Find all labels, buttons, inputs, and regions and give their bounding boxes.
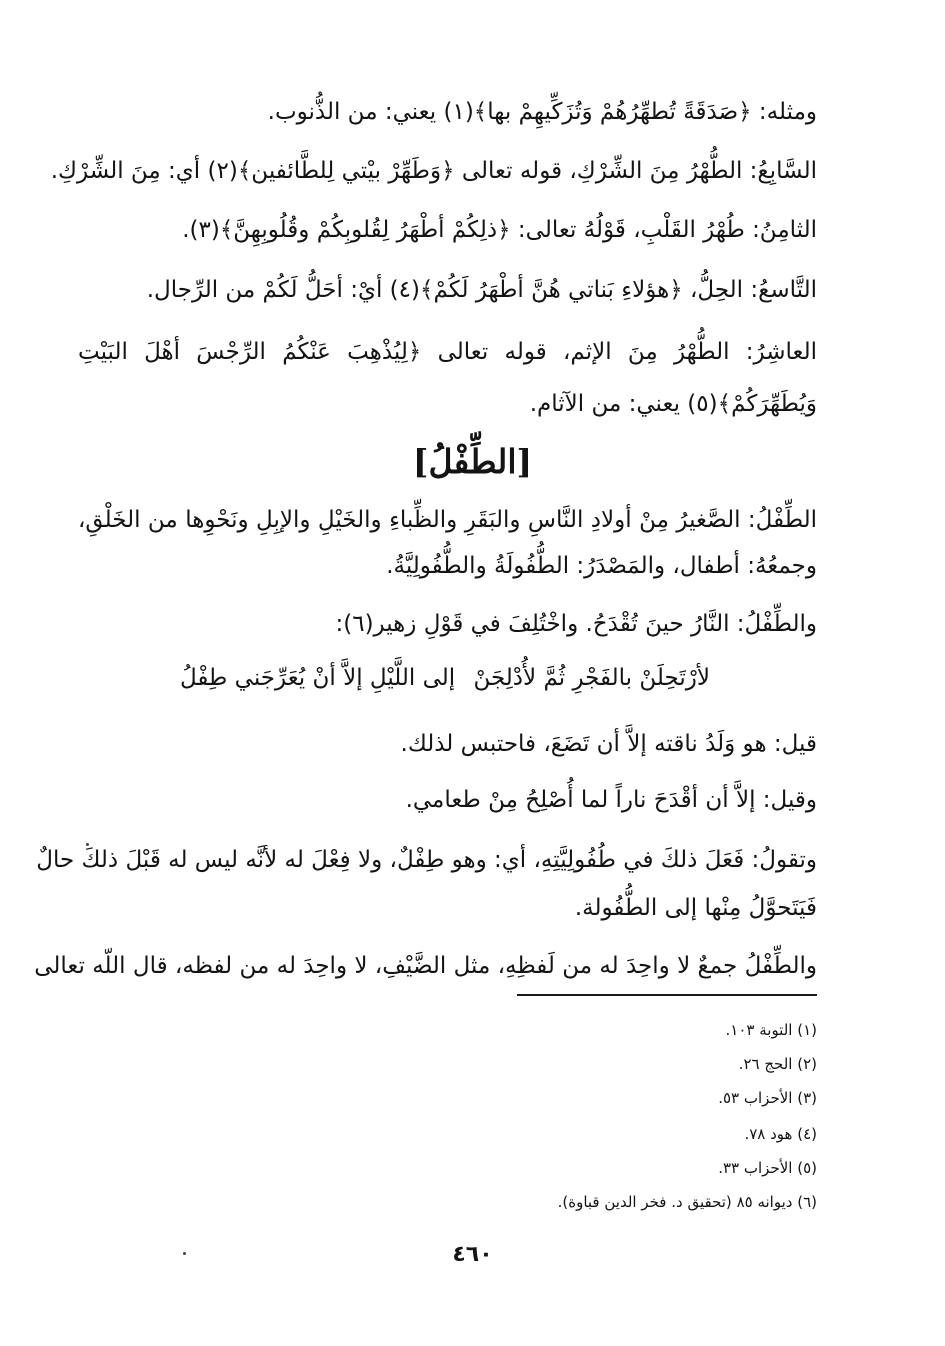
footnote: (٥) الأحزاب ٣٣. [718, 1159, 817, 1177]
body-line: وجمعُهُ: أطفال، والمَصْدَرُ: الطُّفُولَةُ والطُّفُولِيَّةُ. [386, 553, 817, 579]
body-line: وتقولُ: فَعَلَ ذلكَ في طُفُولِيَّتِهِ، أي: وهو طِفْلٌ، ولا فِعْلَ له لأنَّه ليس له قَبْلَ ذلكَ حالٌ [36, 847, 817, 873]
scan-speck [86, 843, 89, 846]
footnote: (٢) الحج ٢٦. [738, 1055, 817, 1073]
body-line: السَّابِعُ: الطُّهْرُ مِنَ الشِّرْكِ، قوله تعالى ﴿وَطَهِّرْ بيْتي لِلطَّائفين﴾(٢) أي: مِنَ الشِّرْكِ. [50, 158, 817, 184]
footnote: (٣) الأحزاب ٥٣. [718, 1089, 817, 1107]
body-line: قيل: هو وَلَدُ ناقته إلاَّ أن تَضَعَ، فاحتبس لذلك. [400, 731, 817, 757]
body-line: العاشِرُ: الطُّهْرُ مِنَ الإثم، قوله تعالى ﴿لِيُذْهِبَ عَنْكُمُ الرِّجْسَ أهْلَ البَيْتِ [78, 339, 817, 365]
footnote-separator [517, 994, 817, 996]
entry-heading: [الطِّفْلُ] [412, 442, 533, 481]
body-line: فَيَتَحوَّلُ مِنْها إلى الطُّفُولة. [574, 895, 817, 921]
body-line: والطِّفْلُ: النَّارُ حينَ تُقْدَحُ. واخْتُلِفَ في قَوْلِ زهير(٦): [335, 611, 817, 637]
verse-first-hemistich: لأرْتَحِلَنْ بالفَجْرِ ثُمَّ لأُدْلِجَنْ [473, 665, 710, 691]
body-line: التَّاسعُ: الحِلُّ، ﴿هؤلاءِ بَناتي هُنَّ أطْهَرُ لَكُمْ﴾(٤) أيْ: أحَلُّ لَكُمْ من الرِّجال. [146, 277, 817, 303]
footnote: (١) التوبة ١٠٣. [725, 1021, 817, 1039]
footnote: (٤) هود ٧٨. [744, 1125, 817, 1143]
body-line: ومثله: ﴿صَدَقَةً تُطهِّرُهُمْ وَتُزَكِّيهِمْ بها﴾(١) يعني: من الذُّنوب. [267, 99, 817, 125]
body-line: وَيُطَهِّرَكُمْ﴾(٥) يعني: من الآثام. [529, 391, 817, 417]
body-line: وقيل: إلاَّ أن أقْدَحَ ناراً لما أُصْلِحُ مِنْ طعامي. [405, 787, 817, 813]
footnote: (٦) ديوانه ٨٥ (تحقيق د. فخر الدين قباوة). [557, 1193, 817, 1211]
scan-speck [183, 1252, 186, 1255]
body-line: والطِّفْلُ جمعٌ لا واحِدَ له من لَفظِهِ، مثل الضَّيْفِ، لا واحِدَ له من لفظه، قال اللّه تعالى [34, 953, 817, 979]
page-number: ٤٦٠ [452, 1242, 493, 1267]
body-line: الطِّفْلُ: الصَّغيرُ مِنْ أولادِ النَّاسِ والبَقَرِ والظِّباءِ والخَيْلِ والإبِلِ ونَحْوِها من الخَلْقِ، [78, 507, 817, 533]
verse-second-hemistich: إلى اللَّيْلِ إلاَّ أنْ يُعَرِّجَني طِفْلُ [180, 665, 456, 691]
body-line: الثامِنُ: طُهْرُ القَلْبِ، قَوْلُهُ تعالى: ﴿ذلِكُمْ أطْهَرُ لِقُلوبِكُمْ وقُلُوبِهِنَّ﴾(٣). [182, 217, 817, 243]
poetry-verse [180, 662, 710, 694]
